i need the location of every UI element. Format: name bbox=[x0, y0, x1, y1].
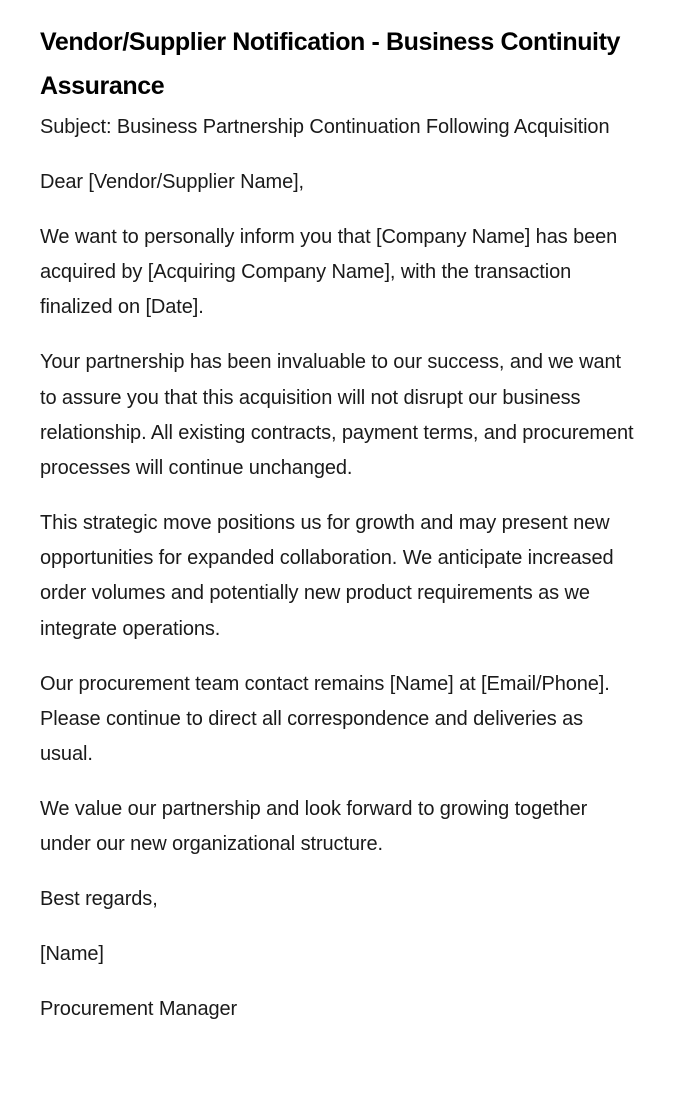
letter-paragraph-contact: Our procurement team contact remains [Name] at [Email/Phone]. Please continue to direct all correspondence and deliveries as usual. bbox=[40, 672, 610, 766]
letter-greeting: Dear [Vendor/Supplier Name], bbox=[40, 171, 305, 193]
signature-title: Procurement Manager bbox=[40, 998, 238, 1021]
letter-subject: Subject: Business Partnership Continuation Following Acquisition bbox=[40, 116, 610, 138]
letter-paragraph-partnership: We value our partnership and look forward to growing together under our new organizational structure. bbox=[40, 798, 588, 856]
letter-paragraph-intro: We want to personally inform you that [Company Name] has been acquired by [Acquiring Company Name], with the transaction finalized on [Date]. bbox=[40, 226, 618, 319]
letter-paragraph-growth: This strategic move positions us for growth and may present new opportunities for expanded collaboration. We anticipate increased order volumes and potentially new product requirements as we integrate operations. bbox=[40, 512, 614, 640]
letter-paragraph-assurance: Your partnership has been invaluable to our success, and we want to assure you that this acquisition will not disrupt our business relationship. All existing contracts, payment terms, and procurement processes will continue unchanged. bbox=[40, 351, 634, 480]
signature-name: [Name] bbox=[40, 943, 104, 966]
letter-title: Vendor/Supplier Notification - Business Continuity Assurance bbox=[40, 28, 621, 100]
letter-document bbox=[40, 20, 640, 1027]
letter-closing: Best regards, bbox=[40, 888, 158, 911]
